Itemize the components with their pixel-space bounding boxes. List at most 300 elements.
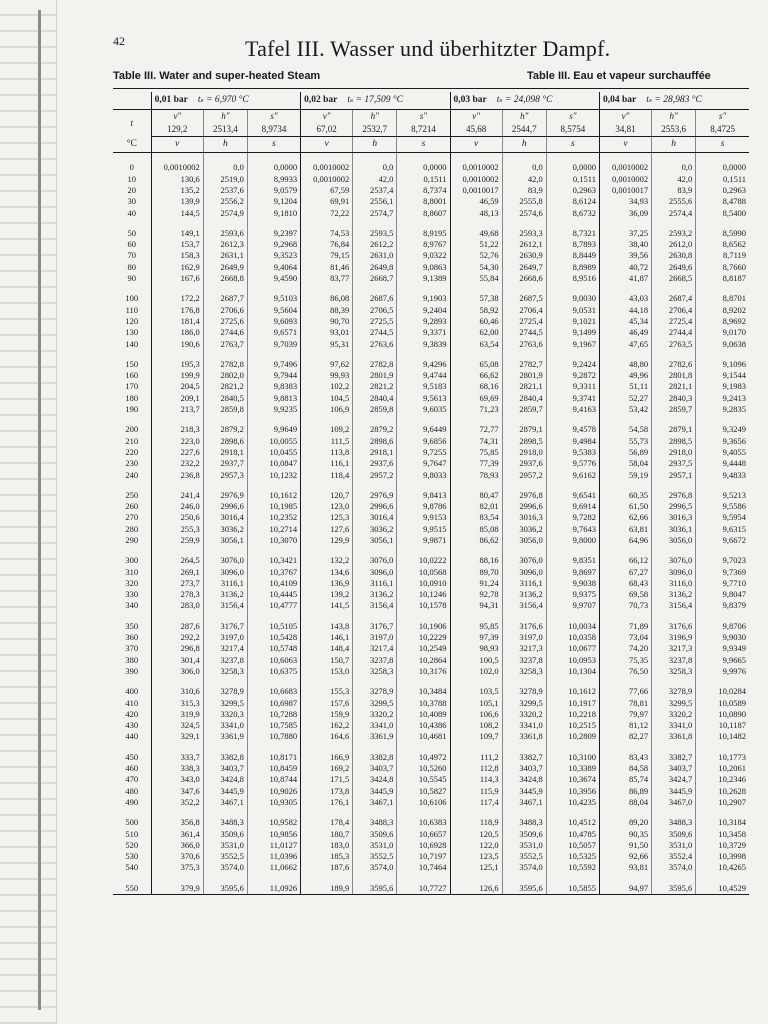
value-cell: 82,01 [450,501,502,512]
temperature-cell: 80 [127,261,137,272]
value-cell: 139,2 [301,589,353,600]
value-cell: 10,2907 [696,797,749,808]
value-cell: 2802,0 [203,370,247,381]
value-cell: 65,08 [450,358,502,369]
value-cell: 3341,0 [652,720,696,731]
value-cell: 2574,6 [502,207,546,218]
pressure-group-1: 0,01 bar tₛ = 6,970 °C [151,92,300,110]
value-cell: 9,8813 [247,392,300,403]
value-cell: 88,04 [599,797,651,808]
value-cell: 66,62 [450,370,502,381]
value-cell: 2937,6 [353,458,397,469]
value-cell: 49,96 [599,370,651,381]
value-cell: 2706,6 [203,304,247,315]
table-row [113,173,749,184]
value-cell: 2859,7 [652,404,696,415]
value-cell: 296,8 [151,643,203,654]
value-cell: 10,7727 [397,882,450,894]
value-cell: 0,2963 [546,185,599,196]
value-cell: 85,74 [599,774,651,785]
table-row [113,162,749,173]
value-cell: 10,1578 [397,600,450,611]
value-cell: 173,8 [301,785,353,796]
value-cell: 72,77 [450,424,502,435]
temperature-cell: 270 [125,512,139,523]
value-cell: 10,4235 [546,797,599,808]
value-cell: 3197,0 [502,632,546,643]
value-cell: 9,7496 [247,358,300,369]
value-cell: 9,3741 [546,392,599,403]
value-cell: 9,4590 [247,273,300,284]
value-cell: 109,7 [450,731,502,742]
value-cell: 2555,6 [652,196,696,207]
table-row [113,447,749,458]
value-cell: 59,19 [599,469,651,480]
value-cell: 9,6315 [696,523,749,534]
value-cell: 9,9349 [696,643,749,654]
value-cell: 3076,0 [353,555,397,566]
value-cell: 9,2835 [696,404,749,415]
value-cell: 3217,4 [353,643,397,654]
value-cell: 9,4833 [696,469,749,480]
value-cell: 3237,8 [652,654,696,665]
value-cell: 3361,9 [353,731,397,742]
value-cell: 2801,8 [652,370,696,381]
value-cell: 93,81 [599,862,651,873]
value-cell: 8,9767 [397,239,450,250]
value-cell: 57,38 [450,293,502,304]
value-cell: 86,62 [450,535,502,546]
value-cell: 11,0662 [247,862,300,873]
value-cell: 10,5105 [247,620,300,631]
value-cell: 3424,7 [652,774,696,785]
value-cell: 3531,0 [502,839,546,850]
value-cell: 9,9375 [546,589,599,600]
value-cell: 162,2 [301,720,353,731]
value-cell: 9,1983 [696,381,749,392]
value-cell: 8,5990 [696,227,749,238]
row-spacer [113,808,749,817]
value-cell: 0,0010002 [599,173,651,184]
value-cell: 10,7880 [247,731,300,742]
table-row [113,458,749,469]
value-cell: 64,96 [599,535,651,546]
temperature-cell: 230 [125,458,139,469]
value-cell: 75,85 [450,447,502,458]
value-cell: 135,2 [151,185,203,196]
value-cell: 8,8187 [696,273,749,284]
value-cell: 9,7023 [696,555,749,566]
value-cell: 58,92 [450,304,502,315]
table-row [113,632,749,643]
temperature-cell: 450 [125,751,139,762]
value-cell: 8,7893 [546,239,599,250]
value-cell: 83,77 [301,273,353,284]
value-cell: 370,6 [151,851,203,862]
value-cell: 172,2 [151,293,203,304]
value-cell: 9,8033 [397,469,450,480]
value-cell: 2687,5 [502,293,546,304]
value-cell: 9,2893 [397,316,450,327]
value-cell: 2631,0 [353,250,397,261]
value-cell: 3056,1 [353,535,397,546]
value-cell: 0,0000 [247,162,300,173]
value-cell: 9,3656 [696,435,749,446]
value-cell: 150,7 [301,654,353,665]
value-cell: 92,78 [450,589,502,600]
value-cell: 2763,6 [353,338,397,349]
value-cell: 9,9030 [696,632,749,643]
value-cell: 162,9 [151,261,203,272]
value-cell: 3574,0 [502,862,546,873]
value-cell: 72,22 [301,207,353,218]
value-cell: 2782,8 [203,358,247,369]
value-cell: 126,6 [450,882,502,894]
value-cell: 3445,9 [203,785,247,796]
value-cell: 2556,2 [203,196,247,207]
value-cell: 10,1773 [696,751,749,762]
value-cell: 10,0034 [546,620,599,631]
value-cell: 3552,5 [203,851,247,862]
value-cell: 2630,9 [502,250,546,261]
value-cell: 91,50 [599,839,651,850]
pressure-group-2: 0,02 bar tₛ = 17,509 °C [301,92,450,110]
value-cell: 69,58 [599,589,651,600]
temperature-cell: 70 [127,250,137,261]
value-cell: 139,9 [151,196,203,207]
temperature-symbol: t [130,117,134,128]
value-cell: 49,68 [450,227,502,238]
value-cell: 0,0010002 [450,162,502,173]
value-cell: 181,4 [151,316,203,327]
temperature-cell: 540 [125,862,139,873]
value-cell: 2537,6 [203,185,247,196]
value-cell: 10,4777 [247,600,300,611]
table-row [113,404,749,415]
row-spacer [113,218,749,227]
value-cell: 3445,9 [353,785,397,796]
value-cell: 71,23 [450,404,502,415]
value-cell: 102,0 [450,666,502,677]
value-cell: 2976,9 [203,489,247,500]
value-cell: 2840,4 [353,392,397,403]
value-cell: 2649,9 [203,261,247,272]
table-body [113,153,749,895]
value-cell: 159,9 [301,708,353,719]
value-cell: 3096,0 [353,566,397,577]
value-cell: 2555,8 [502,196,546,207]
value-cell: 10,4529 [696,882,749,894]
value-cell: 90,70 [301,316,353,327]
pressure-group-4: 0,04 bar tₛ = 28,983 °C [599,92,749,110]
pressure-header-row [113,92,749,110]
row-spacer [113,742,749,751]
value-cell: 195,3 [151,358,203,369]
value-cell: 176,8 [151,304,203,315]
value-cell: 10,8171 [247,751,300,762]
value-cell: 3116,1 [203,578,247,589]
value-cell: 8,6562 [696,239,749,250]
value-cell: 118,4 [301,469,353,480]
value-cell: 3341,0 [353,720,397,731]
value-cell: 2537,4 [353,185,397,196]
value-cell: 3197,0 [353,632,397,643]
saturation-values-row: 129,2 2513,4 8,9734 67,02 2532,7 8,7214 45,68 2544,7 8,5754 34,81 2553,6 8,4725 [113,123,749,137]
value-cell: 78,81 [599,697,651,708]
value-cell: 10,1612 [247,489,300,500]
value-cell: 94,31 [450,600,502,611]
value-cell: 0,1511 [397,173,450,184]
saturation-symbol-row: t v″ h″ s″ v″ h″ s″ v″ h″ s″ v″ h″ s″ [113,110,749,124]
value-cell: 347,6 [151,785,203,796]
value-cell: 10,1906 [397,620,450,631]
value-cell: 10,3389 [546,763,599,774]
value-cell: 9,5586 [696,501,749,512]
value-cell: 10,3767 [247,566,300,577]
value-cell: 2668,7 [353,273,397,284]
temperature-cell: 130 [125,327,139,338]
value-cell: 3424,8 [353,774,397,785]
value-cell: 58,04 [599,458,651,469]
table-row [113,731,749,742]
table-row [113,600,749,611]
value-cell: 2725,4 [652,316,696,327]
value-cell: 75,35 [599,654,651,665]
value-cell: 9,4055 [696,447,749,458]
temperature-cell: 200 [125,424,139,435]
value-cell: 10,4681 [397,731,450,742]
table-row [113,535,749,546]
table-row [113,851,749,862]
value-cell: 83,9 [502,185,546,196]
value-cell: 187,6 [301,862,353,873]
value-cell: 127,6 [301,523,353,534]
value-cell: 39,56 [599,250,651,261]
value-cell: 2668,5 [652,273,696,284]
value-cell: 10,0055 [247,435,300,446]
value-cell: 9,3839 [397,338,450,349]
value-cell: 3595,6 [652,882,696,894]
value-cell: 2593,6 [203,227,247,238]
value-cell: 9,5183 [397,381,450,392]
value-cell: 3467,1 [203,797,247,808]
value-cell: 77,66 [599,686,651,697]
value-cell: 97,62 [301,358,353,369]
temperature-cell: 10 [127,173,137,184]
value-cell: 51,22 [450,239,502,250]
value-cell: 9,2397 [247,227,300,238]
value-cell: 10,5748 [247,643,300,654]
value-cell: 185,3 [301,851,353,862]
value-cell: 10,2352 [247,512,300,523]
value-cell: 9,4163 [546,404,599,415]
value-cell: 9,5954 [696,512,749,523]
value-cell: 10,3184 [696,817,749,828]
value-cell: 9,3523 [247,250,300,261]
temperature-cell: 50 [127,227,137,238]
subtitle-french: Table III. Eau et vapeur surchauffée [527,70,711,82]
value-cell: 9,2872 [546,370,599,381]
temperature-cell: 470 [125,774,139,785]
value-cell: 3136,2 [502,589,546,600]
value-cell: 0,0010002 [599,162,651,173]
value-cell: 125,1 [450,862,502,873]
value-cell: 2649,7 [502,261,546,272]
value-cell: 8,4788 [696,196,749,207]
value-cell: 2957,2 [353,469,397,480]
table-row [113,697,749,708]
value-cell: 54,30 [450,261,502,272]
value-cell: 3509,6 [652,828,696,839]
value-cell: 8,6732 [546,207,599,218]
value-cell: 81,12 [599,720,651,731]
value-cell: 10,0222 [397,555,450,566]
value-cell: 3056,0 [502,535,546,546]
value-cell: 89,20 [599,817,651,828]
value-cell: 10,2229 [397,632,450,643]
value-cell: 123,0 [301,501,353,512]
value-cell: 3574,0 [203,862,247,873]
value-cell: 3278,9 [203,686,247,697]
value-cell: 3036,2 [203,523,247,534]
temperature-cell: 30 [127,196,137,207]
value-cell: 255,3 [151,523,203,534]
table-row [113,239,749,250]
value-cell: 132,2 [301,555,353,566]
value-cell: 9,8351 [546,555,599,566]
value-cell: 8,9692 [696,316,749,327]
value-cell: 43,03 [599,293,651,304]
value-cell: 90,35 [599,828,651,839]
value-cell: 273,7 [151,578,203,589]
value-cell: 9,9515 [397,523,450,534]
value-cell: 9,8413 [397,489,450,500]
value-cell: 125,3 [301,512,353,523]
value-cell: 10,2346 [696,774,749,785]
table-row [113,566,749,577]
value-cell: 42,0 [353,173,397,184]
value-cell: 70,73 [599,600,651,611]
value-cell: 10,7288 [247,708,300,719]
value-cell: 10,6383 [397,817,450,828]
value-cell: 352,2 [151,797,203,808]
value-cell: 0,0 [502,162,546,173]
value-cell: 2763,5 [652,338,696,349]
value-cell: 3217,3 [652,643,696,654]
value-cell: 113,8 [301,447,353,458]
value-cell: 3574,0 [652,862,696,873]
value-cell: 10,2515 [546,720,599,731]
value-cell: 2574,7 [353,207,397,218]
value-cell: 10,9582 [247,817,300,828]
table-row [113,304,749,315]
value-cell: 2763,6 [502,338,546,349]
value-cell: 10,1985 [247,501,300,512]
value-cell: 3036,2 [353,523,397,534]
value-cell: 3320,2 [502,708,546,719]
value-cell: 2574,9 [203,207,247,218]
value-cell: 3595,6 [502,882,546,894]
value-cell: 0,0010002 [301,173,353,184]
value-cell: 106,6 [450,708,502,719]
value-cell: 3176,6 [502,620,546,631]
value-cell: 61,50 [599,501,651,512]
row-spacer [113,415,749,424]
value-cell: 3237,8 [203,654,247,665]
temperature-cell: 420 [125,708,139,719]
table-row [113,828,749,839]
value-cell: 88,16 [450,555,502,566]
value-cell: 3096,0 [502,566,546,577]
table-row [113,817,749,828]
value-cell: 97,39 [450,632,502,643]
value-cell: 9,9707 [546,600,599,611]
value-cell: 37,25 [599,227,651,238]
value-cell: 83,9 [652,185,696,196]
value-cell: 2706,4 [502,304,546,315]
table-row [113,370,749,381]
value-cell: 76,84 [301,239,353,250]
value-cell: 10,2864 [397,654,450,665]
table-row [113,763,749,774]
table-row [113,435,749,446]
value-cell: 9,8000 [546,535,599,546]
value-cell: 2725,6 [203,316,247,327]
value-cell: 9,4064 [247,261,300,272]
value-cell: 375,3 [151,862,203,873]
value-cell: 3278,9 [502,686,546,697]
value-cell: 2859,8 [203,404,247,415]
value-cell: 74,31 [450,435,502,446]
table-row [113,882,749,894]
value-cell: 9,5383 [546,447,599,458]
unit-celsius: °C [113,137,151,153]
table-row [113,523,749,534]
value-cell: 218,3 [151,424,203,435]
value-cell: 2801,9 [502,370,546,381]
value-cell: 9,7643 [546,523,599,534]
temperature-cell: 550 [113,882,151,894]
page-title: Tafel III. Wasser und überhitzter Dampf. [245,36,611,61]
value-cell: 292,2 [151,632,203,643]
value-cell: 3217,4 [203,643,247,654]
value-cell: 157,6 [301,697,353,708]
value-cell: 3424,8 [203,774,247,785]
value-cell: 3361,8 [502,731,546,742]
value-cell: 3341,0 [502,720,546,731]
subtitle-english: Table III. Water and super-heated Steam [113,70,321,82]
value-cell: 10,5827 [397,785,450,796]
value-cell: 2898,5 [502,435,546,446]
value-cell: 149,1 [151,227,203,238]
value-cell: 69,91 [301,196,353,207]
value-cell: 9,0579 [247,185,300,196]
value-cell: 76,50 [599,666,651,677]
value-cell: 9,5213 [696,489,749,500]
value-cell: 3176,7 [203,620,247,631]
value-cell: 2957,2 [502,469,546,480]
value-cell: 9,8786 [397,501,450,512]
value-cell: 10,6063 [247,654,300,665]
value-cell: 45,34 [599,316,651,327]
row-spacer [113,153,749,163]
value-cell: 80,47 [450,489,502,500]
value-cell: 227,6 [151,447,203,458]
value-cell: 3445,9 [652,785,696,796]
value-cell: 324,5 [151,720,203,731]
value-cell: 10,2714 [247,523,300,534]
value-cell: 269,1 [151,566,203,577]
